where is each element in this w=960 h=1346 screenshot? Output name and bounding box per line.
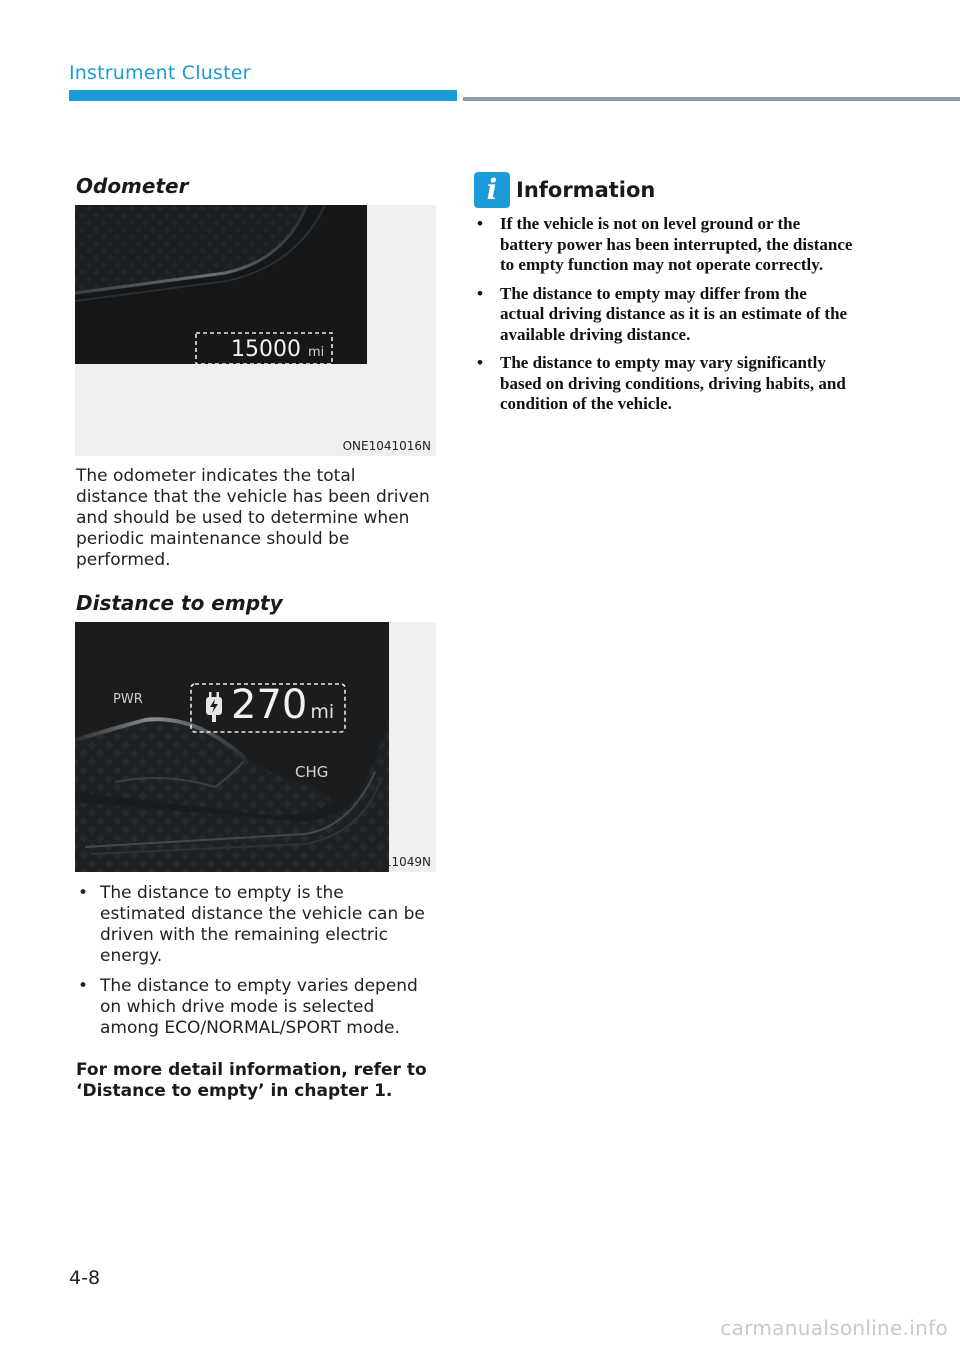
dte-bullet-list: [76, 883, 432, 1048]
list-item-text: The distance to empty may vary significantly based on driving conditions, driving habits, and condition of the vehicle.: [500, 353, 846, 413]
list-item-text: If the vehicle is not on level ground or the battery power has been interrupted, the distance to empty function may not operate correctly.: [500, 214, 853, 274]
figure-code: ONE1Q011049N: [333, 855, 431, 869]
reference-note: For more detail information, refer to ‘Distance to empty’ in chapter 1.: [76, 1060, 427, 1101]
list-item: • The distance to empty may differ from the actual driving distance as it is an estimate of the available driving distance.: [477, 283, 848, 344]
list-item: • The distance to empty is the estimated distance the vehicle can be driven with the remaining electric energy.: [78, 883, 425, 966]
information-title: Information: [516, 178, 656, 202]
header-accent-bar: [69, 90, 457, 101]
distance-to-empty-figure: [75, 622, 436, 872]
distance-to-empty-heading: Distance to empty: [76, 591, 283, 615]
dte-unit: mi: [310, 701, 335, 723]
section-title: Instrument Cluster: [69, 62, 251, 84]
dte-value: 270: [231, 682, 308, 728]
list-item: • The distance to empty may vary significantly based on driving conditions, driving habits, and condition of the vehicle.: [477, 353, 846, 413]
list-item-text: The distance to empty may differ from the actual driving distance as it is an estimate of the available driving distance.: [500, 283, 848, 344]
dte-cluster-image: [75, 622, 389, 872]
odometer-paragraph: The odometer indicates the total distance that the vehicle has been driven and should be used to determine when periodic maintenance should be performed.: [76, 466, 430, 570]
odometer-figure: [75, 205, 436, 456]
odometer-heading: Odometer: [76, 174, 189, 198]
list-item: • The distance to empty varies depend on which drive mode is selected among ECO/NORMAL/SPORT mode.: [78, 976, 418, 1038]
pwr-label: PWR: [113, 692, 143, 707]
figure-code: ONE1041016N: [342, 439, 431, 453]
list-item: • If the vehicle is not on level ground or the battery power has been interrupted, the distance to empty function may not operate correctly.: [477, 214, 853, 274]
list-item-text: The distance to empty is the estimated distance the vehicle can be driven with the remaining electric energy.: [100, 883, 425, 966]
list-item-text: The distance to empty varies depend on which drive mode is selected among ECO/NORMAL/SPORT mode.: [100, 976, 418, 1038]
odometer-unit: mi: [308, 345, 325, 360]
page-number: 4-8: [69, 1267, 101, 1289]
info-icon: i: [474, 172, 510, 208]
dte-reading: [231, 682, 334, 728]
chg-label: CHG: [295, 763, 329, 781]
information-list: [474, 214, 854, 423]
odometer-value: 15000: [231, 337, 301, 362]
header-rule: [463, 97, 960, 101]
odometer-reading: [231, 337, 324, 362]
watermark: carmanualsonline.info: [720, 1316, 948, 1340]
